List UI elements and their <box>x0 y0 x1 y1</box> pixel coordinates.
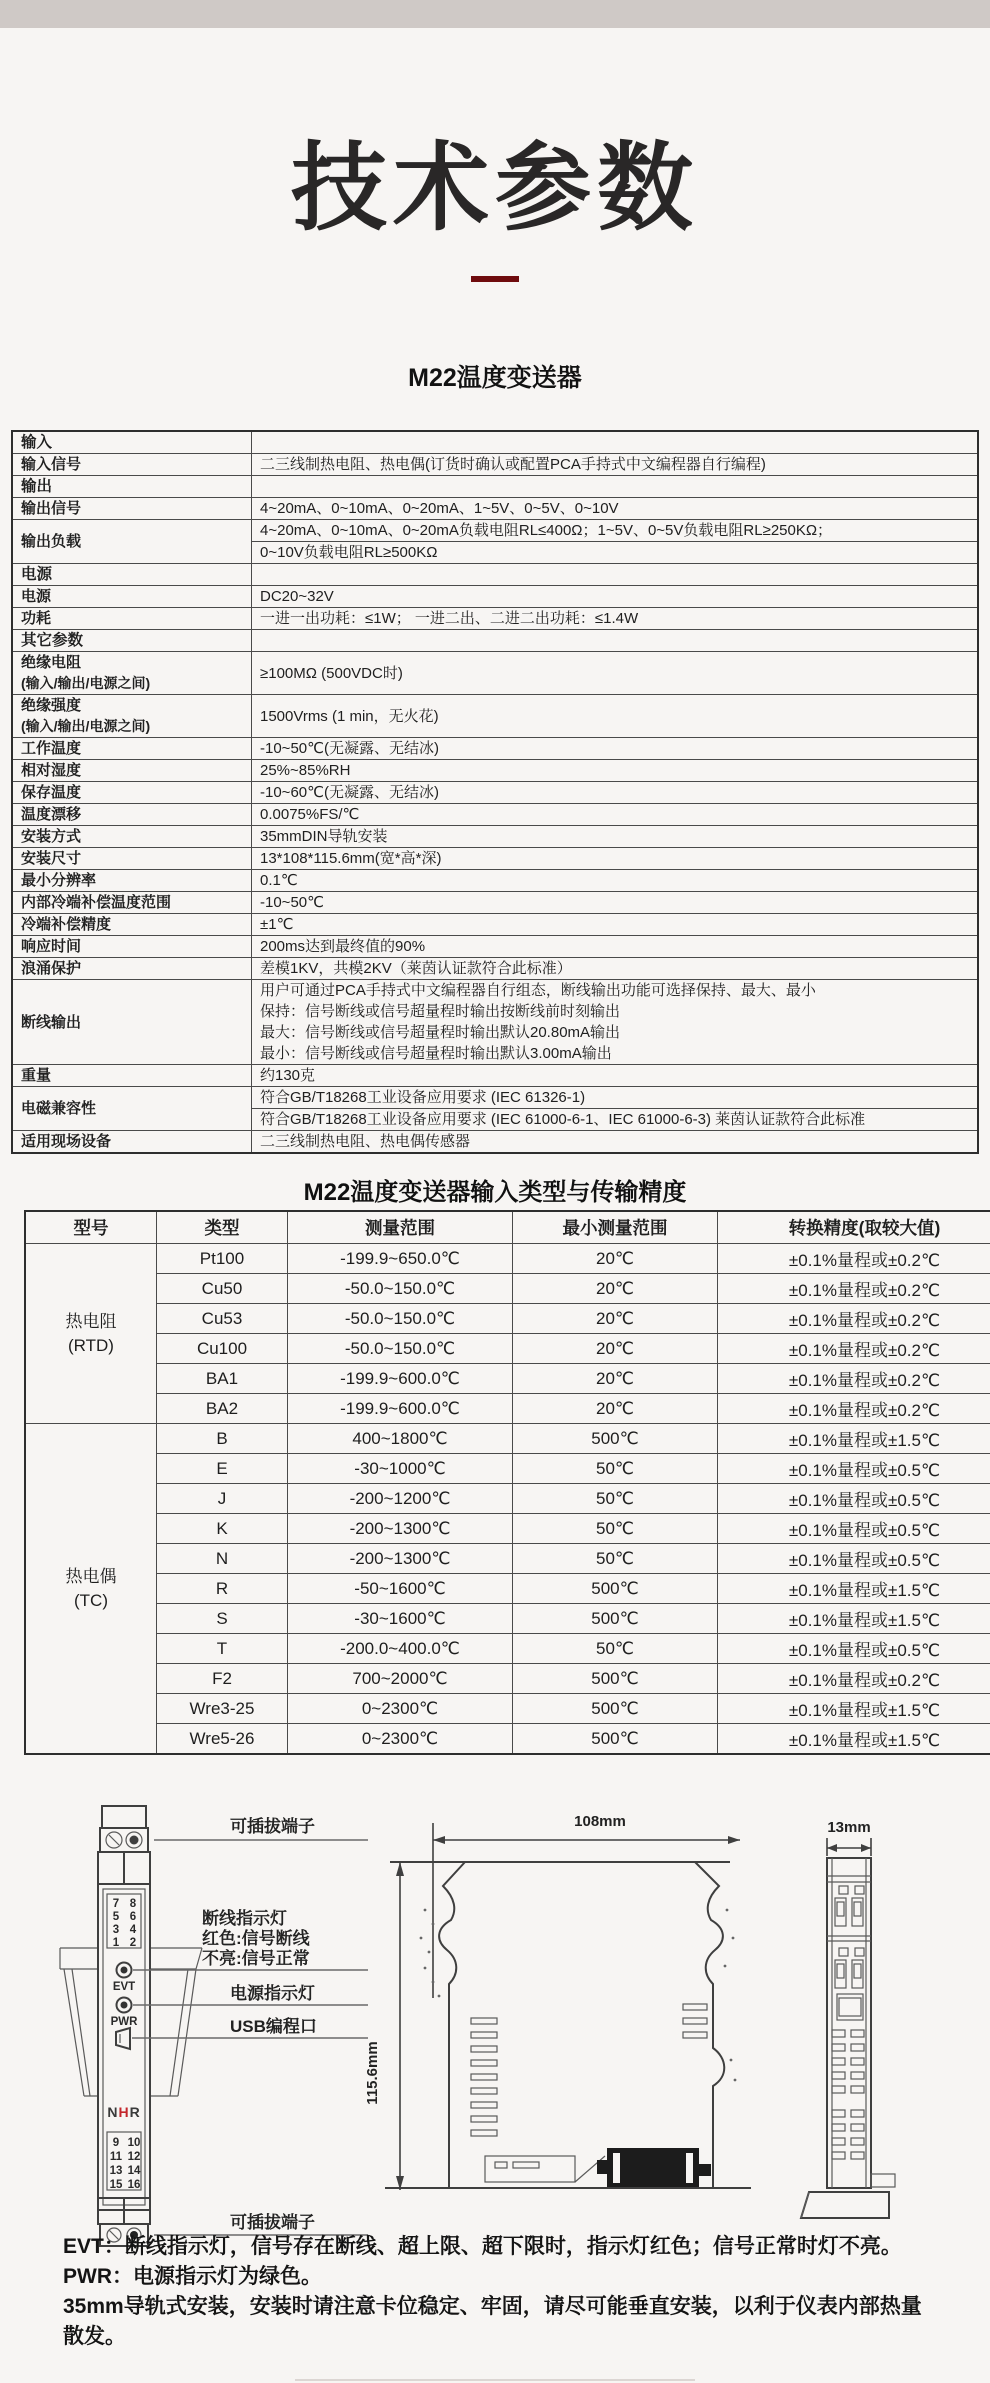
spec-label: 温度漂移 <box>12 804 252 826</box>
spec-value: -10~50℃ <box>252 892 979 914</box>
spec-section-row <box>12 431 978 454</box>
accuracy-row <box>25 1244 990 1274</box>
pwr-label: PWR <box>110 2016 138 2028</box>
accuracy-cell: 50℃ <box>513 1544 718 1574</box>
accuracy-cell: ±0.1%量程或±0.5℃ <box>718 1634 990 1664</box>
accuracy-cell: Cu100 <box>157 1334 288 1364</box>
spec-value: -10~50℃(无凝露、无结冰) <box>252 738 979 760</box>
thickness-dimension-label: 13mm <box>827 1819 871 1836</box>
spec-label: 适用现场设备 <box>12 1131 252 1154</box>
terminal-number: 1 <box>112 1937 120 1949</box>
terminal-number: 3 <box>112 1924 120 1936</box>
spec-row <box>12 695 978 738</box>
spec-label: 安装方式 <box>12 826 252 848</box>
spec-label: 工作温度 <box>12 738 252 760</box>
accuracy-cell: -50.0~150.0℃ <box>288 1334 513 1364</box>
spec-row <box>12 760 978 782</box>
spec-label: 内部冷端补偿温度范围 <box>12 892 252 914</box>
spec-row <box>12 520 978 542</box>
accuracy-header: 测量范围 <box>288 1211 513 1244</box>
pwr-callout: 电源指示灯 <box>230 1984 315 2003</box>
accuracy-cell: 20℃ <box>513 1304 718 1334</box>
spec-label: 电磁兼容性 <box>12 1087 252 1131</box>
spec-row <box>12 652 978 695</box>
accuracy-table <box>24 1210 990 1755</box>
spec-row <box>12 1087 978 1109</box>
terminal-number: 6 <box>129 1911 137 1923</box>
page-title: 技术参数 <box>291 135 699 242</box>
spec-row <box>12 498 978 520</box>
accuracy-cell: 700~2000℃ <box>288 1664 513 1694</box>
spec-value: 符合GB/T18268工业设备应用要求 (IEC 61326-1) <box>252 1087 979 1109</box>
accuracy-row <box>25 1694 990 1724</box>
spec-section-row <box>12 564 978 586</box>
spec-value: 符合GB/T18268工业设备应用要求 (IEC 61000-6-1、IEC 61000-6-3) 莱茵认证款符合此标准 <box>252 1109 979 1131</box>
spec-row <box>12 804 978 826</box>
spec-section-label: 电源 <box>12 564 252 586</box>
accuracy-header: 类型 <box>157 1211 288 1244</box>
terminal-number: 12 <box>127 2151 141 2163</box>
evt-callout-line3: 不亮:信号正常 <box>202 1949 310 1968</box>
accuracy-cell: 400~1800℃ <box>288 1424 513 1454</box>
accuracy-cell: ±0.1%量程或±1.5℃ <box>718 1604 990 1634</box>
top-band <box>0 0 990 28</box>
accuracy-cell: 50℃ <box>513 1484 718 1514</box>
terminal-number: 10 <box>127 2137 141 2149</box>
accuracy-cell: ±0.1%量程或±1.5℃ <box>718 1694 990 1724</box>
terminal-number: 14 <box>127 2165 141 2177</box>
accuracy-cell: ±0.1%量程或±0.5℃ <box>718 1544 990 1574</box>
usb-callout: USB编程口 <box>230 2017 317 2036</box>
spec-label: 输出信号 <box>12 498 252 520</box>
accuracy-cell: ±0.1%量程或±0.2℃ <box>718 1364 990 1394</box>
accuracy-row <box>25 1454 990 1484</box>
accuracy-row <box>25 1394 990 1424</box>
hatch-dots <box>420 1909 737 2082</box>
accuracy-cell: K <box>157 1514 288 1544</box>
spec-value: 0~10V负载电阻RL≥500KΩ <box>252 542 979 564</box>
spec-row <box>12 608 978 630</box>
terminal-number: 13 <box>109 2165 123 2177</box>
accuracy-cell: ±0.1%量程或±1.5℃ <box>718 1574 990 1604</box>
accuracy-cell: ±0.1%量程或±0.5℃ <box>718 1484 990 1514</box>
accuracy-cell: R <box>157 1574 288 1604</box>
accuracy-cell: 20℃ <box>513 1334 718 1364</box>
accuracy-header: 转换精度(取较大值) <box>718 1211 990 1244</box>
module-screw-block-top <box>100 1828 148 1852</box>
spec-value: 二三线制热电阻、热电偶传感器 <box>252 1131 979 1154</box>
accuracy-header-row <box>25 1211 990 1244</box>
accuracy-cell: Wre3-25 <box>157 1694 288 1724</box>
accuracy-cell: ±0.1%量程或±0.5℃ <box>718 1514 990 1544</box>
terminal-number: 7 <box>112 1898 120 1910</box>
spec-value: 35mmDIN导轨安装 <box>252 826 979 848</box>
accuracy-row <box>25 1514 990 1544</box>
terminal-number: 4 <box>129 1924 137 1936</box>
accuracy-cell: 500℃ <box>513 1664 718 1694</box>
spec-value: 差模1KV，共模2KV（莱茵认证款符合此标准） <box>252 958 979 980</box>
terminal-number: 5 <box>112 1911 120 1923</box>
accuracy-cell: 500℃ <box>513 1574 718 1604</box>
spec-section-label: 输入 <box>12 431 252 454</box>
terminal-numbers <box>130 1898 137 1949</box>
accuracy-row <box>25 1364 990 1394</box>
spec-row <box>12 454 978 476</box>
terminal-number: 15 <box>109 2179 123 2191</box>
accuracy-cell: ±0.1%量程或±1.5℃ <box>718 1424 990 1454</box>
sensor-group-label: 热电阻 (RTD) <box>25 1244 157 1424</box>
spec-value: DC20~32V <box>252 586 979 608</box>
accuracy-row <box>25 1574 990 1604</box>
din-rail-left <box>60 1948 98 2096</box>
spec-value: 1500Vrms (1 min，无火花) <box>252 695 979 738</box>
spec-label: 功耗 <box>12 608 252 630</box>
accuracy-row <box>25 1334 990 1364</box>
accuracy-cell: 20℃ <box>513 1364 718 1394</box>
front-view-drawing <box>50 1798 380 2253</box>
spec-table <box>11 430 979 1154</box>
accuracy-cell: E <box>157 1454 288 1484</box>
sensor-group-label: 热电偶 (TC) <box>25 1424 157 1755</box>
evt-callout-line1: 断线指示灯 <box>202 1909 287 1928</box>
spec-value: 一进一出功耗：≤1W； 一进二出、二进二出功耗：≤1.4W <box>252 608 979 630</box>
accuracy-cell: ±0.1%量程或±0.2℃ <box>718 1394 990 1424</box>
spec-value: 13*108*115.6mm(宽*高*深) <box>252 848 979 870</box>
spec-row <box>12 1065 978 1087</box>
accuracy-cell: ±0.1%量程或±0.2℃ <box>718 1334 990 1364</box>
accuracy-row <box>25 1484 990 1514</box>
accuracy-cell: S <box>157 1604 288 1634</box>
usb-programmer-plug <box>607 2148 699 2188</box>
terminal-number: 16 <box>127 2179 141 2191</box>
spec-row <box>12 826 978 848</box>
note-pwr: PWR：电源指示灯为绿色。 <box>63 2265 322 2288</box>
dimension-drawings <box>0 1798 990 2253</box>
terminal-number: 2 <box>129 1937 137 1949</box>
accuracy-cell: 500℃ <box>513 1694 718 1724</box>
spec-row <box>12 892 978 914</box>
spec-row <box>12 936 978 958</box>
accuracy-header: 最小测量范围 <box>513 1211 718 1244</box>
spec-row <box>12 870 978 892</box>
accuracy-cell: ±0.1%量程或±0.2℃ <box>718 1304 990 1334</box>
terminal-bottom-label: 可插拔端子 <box>230 2213 315 2232</box>
terminal-top-label: 可插拔端子 <box>230 1817 315 1836</box>
spec-label: 断线输出 <box>12 980 252 1065</box>
accuracy-cell: -199.9~600.0℃ <box>288 1364 513 1394</box>
accuracy-cell: 50℃ <box>513 1514 718 1544</box>
accuracy-cell: -50.0~150.0℃ <box>288 1304 513 1334</box>
accuracy-cell: ±0.1%量程或±0.2℃ <box>718 1274 990 1304</box>
accuracy-cell: Pt100 <box>157 1244 288 1274</box>
spec-section-label: 其它参数 <box>12 630 252 652</box>
accuracy-cell: 0~2300℃ <box>288 1694 513 1724</box>
vent-slots-right <box>683 2004 707 2038</box>
spec-section-row <box>12 630 978 652</box>
accuracy-cell: 20℃ <box>513 1394 718 1424</box>
module-profile <box>439 1862 465 2188</box>
accuracy-cell: -50.0~150.0℃ <box>288 1274 513 1304</box>
spec-row <box>12 914 978 936</box>
accuracy-row <box>25 1274 990 1304</box>
width-dimension-label: 108mm <box>574 1813 626 1830</box>
accuracy-cell: 50℃ <box>513 1454 718 1484</box>
spec-value: 约130克 <box>252 1065 979 1087</box>
accuracy-cell: BA2 <box>157 1394 288 1424</box>
spec-value: 4~20mA、0~10mA、0~20mA负载电阻RL≤400Ω；1~5V、0~5V负载电阻RL≥250KΩ； <box>252 520 979 542</box>
spec-label: 最小分辨率 <box>12 870 252 892</box>
spec-label: 响应时间 <box>12 936 252 958</box>
accuracy-cell: -200~1200℃ <box>288 1484 513 1514</box>
terminal-number: 11 <box>109 2151 123 2163</box>
accuracy-cell: 500℃ <box>513 1604 718 1634</box>
spec-value: 0.0075%FS/℃ <box>252 804 979 826</box>
spec-label: 绝缘强度 (输入/输出/电源之间) <box>12 695 252 738</box>
terminal-numbers <box>128 2137 141 2191</box>
spec-value: 二三线制热电阻、热电偶(订货时确认或配置PCA手持式中文编程器自行编程) <box>252 454 979 476</box>
spec-label: 绝缘电阻 (输入/输出/电源之间) <box>12 652 252 695</box>
accuracy-cell: 20℃ <box>513 1274 718 1304</box>
accuracy-table-title: M22温度变送器输入类型与传输精度 <box>303 1179 687 1206</box>
height-dimension-label: 115.6mm <box>364 2041 381 2105</box>
spec-section-label: 输出 <box>12 476 252 498</box>
accuracy-cell: 50℃ <box>513 1634 718 1664</box>
accuracy-cell: ±0.1%量程或±0.2℃ <box>718 1244 990 1274</box>
spec-section-row <box>12 476 978 498</box>
module-top-cap <box>102 1806 146 1828</box>
edge-vent-slots <box>832 2030 864 2159</box>
accuracy-cell: -199.9~650.0℃ <box>288 1244 513 1274</box>
accuracy-cell: N <box>157 1544 288 1574</box>
spec-value: ≥100MΩ (500VDC时) <box>252 652 979 695</box>
brand-logo: NHR <box>107 2104 141 2120</box>
evt-label: EVT <box>112 1981 136 1993</box>
accuracy-row <box>25 1424 990 1454</box>
accuracy-cell: B <box>157 1424 288 1454</box>
spec-row <box>12 1131 978 1154</box>
accuracy-cell: ±0.1%量程或±1.5℃ <box>718 1724 990 1755</box>
accuracy-cell: Wre5-26 <box>157 1724 288 1755</box>
spec-row <box>12 958 978 980</box>
accuracy-row <box>25 1724 990 1755</box>
bottom-divider <box>295 2379 695 2381</box>
spec-label: 相对湿度 <box>12 760 252 782</box>
rail-cross-section <box>801 2192 889 2218</box>
accuracy-cell: Cu53 <box>157 1304 288 1334</box>
accuracy-row <box>25 1544 990 1574</box>
accuracy-row <box>25 1664 990 1694</box>
spec-value: 0.1℃ <box>252 870 979 892</box>
spec-value: 用户可通过PCA手持式中文编程器自行组态，断线输出功能可选择保持、最大、最小 保持：信号断线或信号超量程时输出按断线前时刻输出 最大：信号断线或信号超量程时输出默认20.80mA输出 最小：信号断线或信号超量程时输出默认3.00mA输出 <box>252 980 979 1065</box>
spec-label: 浪涌保护 <box>12 958 252 980</box>
title-underline <box>471 276 519 282</box>
accuracy-cell: T <box>157 1634 288 1664</box>
spec-value: ±1℃ <box>252 914 979 936</box>
accuracy-cell: -50~1600℃ <box>288 1574 513 1604</box>
accuracy-cell: Cu50 <box>157 1274 288 1304</box>
accuracy-cell: BA1 <box>157 1364 288 1394</box>
spec-value: 4~20mA、0~10mA、0~20mA、1~5V、0~5V、0~10V <box>252 498 979 520</box>
terminal-number: 8 <box>129 1898 137 1910</box>
spec-label: 安装尺寸 <box>12 848 252 870</box>
spec-row <box>12 782 978 804</box>
accuracy-row <box>25 1304 990 1334</box>
spec-row <box>12 980 978 1065</box>
spec-label: 冷端补偿精度 <box>12 914 252 936</box>
accuracy-cell: -200~1300℃ <box>288 1514 513 1544</box>
side-view-drawing <box>355 1798 755 2253</box>
note-mounting: 35mm导轨式安装，安装时请注意卡位稳定、牢固，请尽可能垂直安装，以利于仪表内部热量散发。 <box>63 2295 922 2348</box>
terminal-numbers <box>110 2137 123 2191</box>
accuracy-cell: F2 <box>157 1664 288 1694</box>
din-clip-nub <box>871 2174 895 2187</box>
accuracy-header: 型号 <box>25 1211 157 1244</box>
terminal-number: 9 <box>112 2137 120 2149</box>
note-evt: EVT：断线指示灯，信号存在断线、超上限、超下限时，指示灯红色；信号正常时灯不亮。 <box>63 2235 902 2258</box>
footnotes <box>63 2232 935 2352</box>
spec-row <box>12 848 978 870</box>
accuracy-row <box>25 1634 990 1664</box>
accuracy-cell: -199.9~600.0℃ <box>288 1394 513 1424</box>
accuracy-cell: -200~1300℃ <box>288 1544 513 1574</box>
accuracy-cell: J <box>157 1484 288 1514</box>
spec-label: 重量 <box>12 1065 252 1087</box>
accuracy-cell: 500℃ <box>513 1724 718 1755</box>
vent-slots-left <box>471 2018 497 2136</box>
terminal-numbers <box>113 1898 120 1949</box>
accuracy-cell: ±0.1%量程或±0.5℃ <box>718 1454 990 1484</box>
spec-row <box>12 738 978 760</box>
spec-label: 输出负载 <box>12 520 252 564</box>
spec-row <box>12 586 978 608</box>
rail-foot <box>485 2156 575 2182</box>
accuracy-cell: -30~1000℃ <box>288 1454 513 1484</box>
accuracy-cell: ±0.1%量程或±0.2℃ <box>718 1664 990 1694</box>
spec-value: 200ms达到最终值的90% <box>252 936 979 958</box>
accuracy-cell: 20℃ <box>513 1244 718 1274</box>
edge-view-drawing <box>775 1798 975 2253</box>
spec-label: 保存温度 <box>12 782 252 804</box>
spec-value: 25%~85%RH <box>252 760 979 782</box>
accuracy-row <box>25 1604 990 1634</box>
accuracy-cell: -200.0~400.0℃ <box>288 1634 513 1664</box>
spec-label: 输入信号 <box>12 454 252 476</box>
product-subtitle: M22温度变送器 <box>408 364 582 392</box>
accuracy-cell: -30~1600℃ <box>288 1604 513 1634</box>
spec-label: 电源 <box>12 586 252 608</box>
spec-value: -10~60℃(无凝露、无结冰) <box>252 782 979 804</box>
evt-callout-line2: 红色:信号断线 <box>202 1929 310 1948</box>
accuracy-cell: 500℃ <box>513 1424 718 1454</box>
accuracy-cell: 0~2300℃ <box>288 1724 513 1755</box>
usb-port <box>116 2028 130 2049</box>
